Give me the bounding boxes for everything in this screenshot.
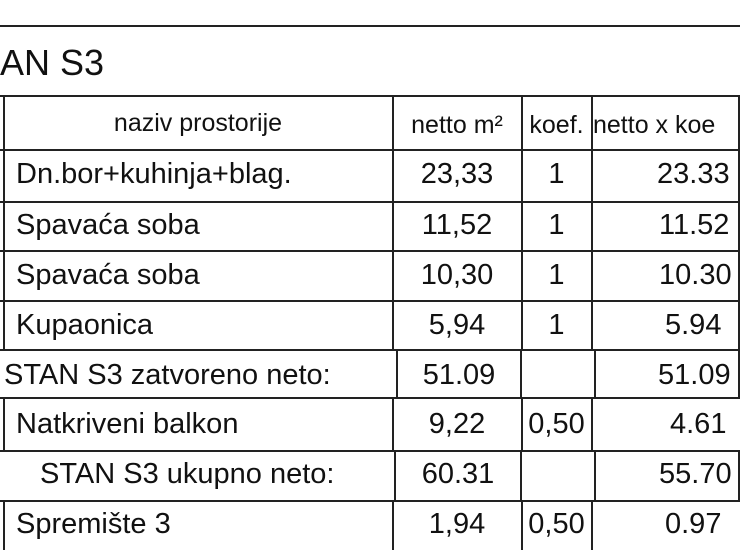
column-rule	[3, 500, 5, 550]
storage-area: 1,94	[428, 508, 486, 540]
room-coef: 1	[548, 209, 565, 241]
row-rule	[0, 250, 740, 252]
balcony-coef: 0,50	[528, 408, 585, 440]
room-result: 23.33	[657, 158, 730, 190]
grand-total-label: STAN S3 ukupno neto:	[40, 458, 335, 490]
room-area: 23,33	[420, 158, 494, 190]
room-name: Kupaonica	[16, 309, 154, 341]
room-name: Dn.bor+kuhinja+blag.	[16, 158, 292, 190]
column-rule	[591, 397, 593, 452]
row-rule	[0, 149, 740, 151]
header-net-times-coef: netto x koe	[593, 111, 716, 139]
room-name: Spavaća soba	[16, 209, 200, 241]
room-area: 10,30	[420, 259, 494, 291]
header-room-name: naziv prostorije	[113, 109, 283, 137]
balcony-area: 9,22	[428, 408, 486, 440]
top-rule	[0, 25, 740, 27]
room-area: 11,52	[421, 209, 493, 241]
closed-total-label: STAN S3 zatvoreno neto:	[4, 359, 331, 391]
room-area: 5,94	[428, 309, 486, 341]
closed-total-result: 51.09	[658, 359, 731, 391]
grand-total-result: 55.70	[659, 458, 732, 490]
column-rule	[591, 500, 593, 550]
page-title: AN S3	[0, 42, 105, 83]
room-result: 11.52	[659, 209, 730, 241]
room-coef: 1	[548, 309, 565, 341]
closed-total-area: 51.09	[422, 359, 496, 391]
row-rule	[0, 201, 740, 203]
room-coef: 1	[548, 259, 565, 291]
balcony-name: Natkriveni balkon	[16, 408, 239, 440]
column-rule	[3, 397, 5, 452]
room-result: 10.30	[659, 259, 732, 291]
room-coef: 1	[548, 158, 565, 190]
room-result: 5.94	[665, 309, 722, 341]
balcony-result: 4.61	[670, 408, 727, 440]
storage-result: 0.97	[665, 508, 722, 540]
header-coef: koef.	[529, 111, 584, 139]
grand-total-area: 60.31	[421, 458, 495, 490]
header-net-area: netto m²	[411, 111, 503, 139]
room-name: Spavaća soba	[16, 259, 200, 291]
row-rule	[0, 95, 740, 97]
storage-coef: 0,50	[528, 508, 585, 540]
storage-name: Spremište 3	[16, 508, 171, 540]
row-rule	[0, 300, 740, 302]
